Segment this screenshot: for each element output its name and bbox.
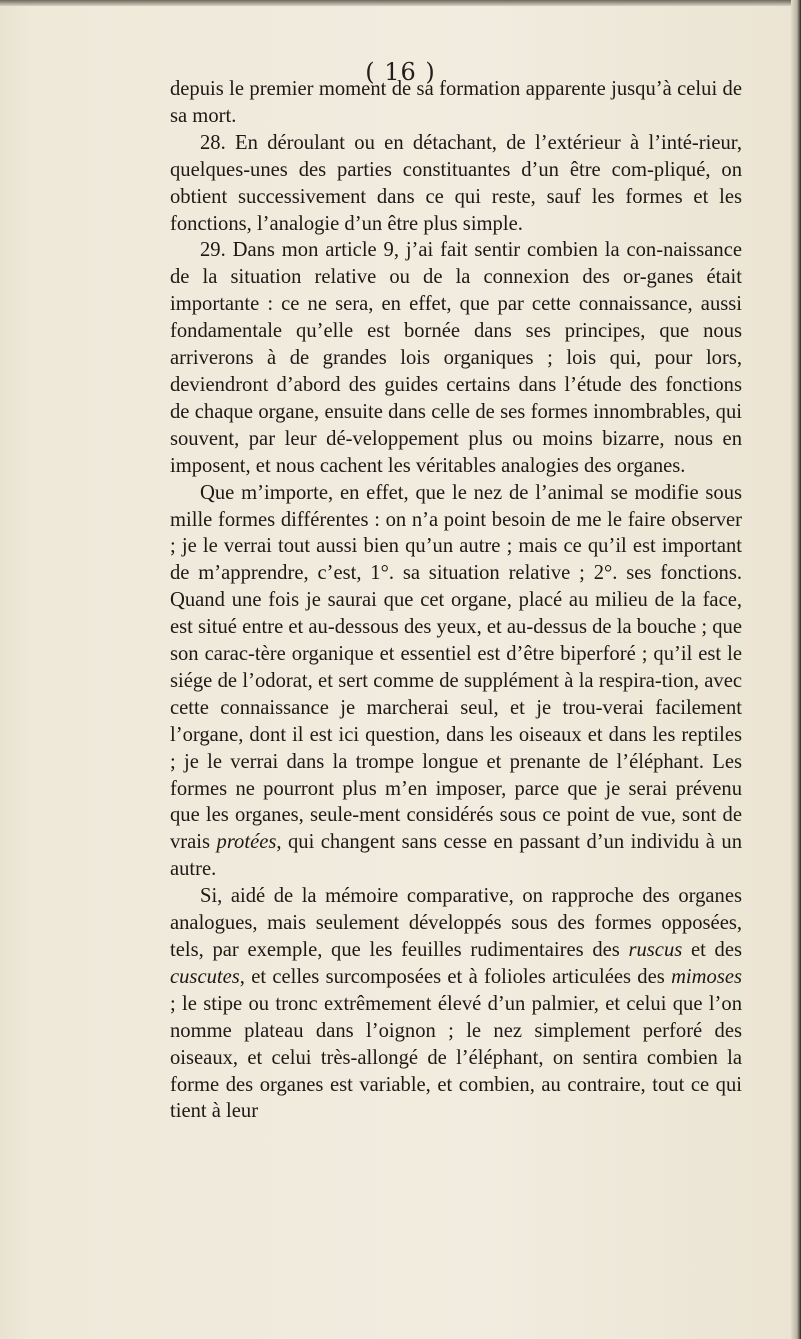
page-top-edge	[0, 0, 801, 6]
page-number: ( 16 )	[365, 58, 436, 86]
paragraph-29: 29. Dans mon article 9, j’ai fait sentir combien la con-naissance de la situation relative ou de la connexion des or-ganes était importante : ce ne sera, en effet, que par cette connaissance, aussi fondamentale qu’elle est bornée dans ses principes, que nous arriverons à de grandes lois organiques ; lois qui, pour lors, deviendront d’abord des guides certains dans l’étude des fonctions de chaque organe, ensuite dans celle de ses formes innombrables, qui souvent, par leur dé-veloppement plus ou moins bizarre, nous en imposent, et nous cachent les véritables analogies des organes.	[170, 239, 742, 477]
paragraph-28: 28. En déroulant ou en détachant, de l’extérieur à l’inté-rieur, quelques-unes des parties constituantes d’un être com-pliqué, on obtient successivement dans ce qui reste, sauf les formes et les fonctions, l’analogie d’un être plus simple.	[170, 131, 742, 235]
body-text	[170, 76, 742, 1125]
paragraph-si: Si, aidé de la mémoire comparative, on rapproche des organes analogues, mais seulement développés sous des formes opposées, tels, par exemple, que les feuilles rudimentaires des ruscus et des cuscutes, et celles surcomposées et à folioles articulées des mimoses ; le stipe ou tronc extrêmement élevé d’un palmier, et celui que l’on nomme plateau dans l’oignon ; le nez simplement perforé des oiseaux, et celui très-allongé de l’éléphant, on sentira combien la forme des organes est variable, et combien, au contraire, tout ce qui tient à leur	[170, 885, 742, 1123]
page-right-edge	[791, 0, 801, 1339]
paragraph-nez: Que m’importe, en effet, que le nez de l’animal se modifie sous mille formes différentes : on n’a point besoin de me le faire observer ; je le verrai tout aussi bien qu’un autre ; mais ce qu’il est important de m’apprendre, c’est, 1°. sa situation relative ; 2°. ses fonctions. Quand une fois je saurai que cet organe, placé au milieu de la face, est situé entre et au-dessous des yeux, et au-dessus de la bouche ; que son carac-tère organique et essentiel est d’être biperforé ; qu’il est le siége de l’odorat, et sert comme de supplément à la respira-tion, avec cette connaissance je marcherai seul, et je trou-verai facilement l’organe, dont il est ici question, dans les oiseaux et dans les reptiles ; je le verrai dans la trompe longue et prenante de l’éléphant. Les formes ne pourront plus m’en imposer, parce que je serai prévenu que les organes, seule-ment considérés sous ce point de vue, sont de vrais protées, qui changent sans cesse en passant d’un individu à un autre.	[170, 481, 743, 881]
paragraph-continuation: depuis le premier moment de sa formation apparente jusqu’à celui de sa mort.	[170, 78, 742, 127]
